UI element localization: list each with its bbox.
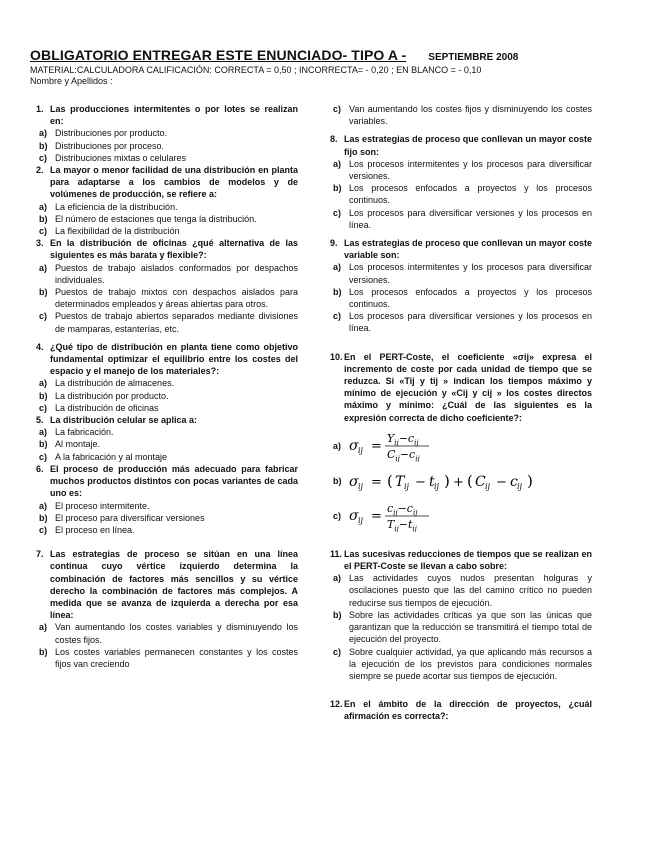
question-6: 6. El proceso de producción más adecuado para fabricar muchos productos distintos con pocas variantes de cada uno es: a) El proceso intermitente. b) El proceso para diversificar versiones c) El proceso en línea. <box>36 463 298 535</box>
svg-text:σ: σ <box>349 437 359 454</box>
left-column <box>36 103 298 670</box>
answer-option: b) Los costes variables permanecen constantes y los costes fijos van creciendo <box>39 646 298 669</box>
svg-text:Cij−cij: $C_{ij}-c_{ij}$ <box>387 447 420 462</box>
question-stem: ¿Qué tipo de distribución en planta tiene como objetivo fundamental optimizar el equilibrio entre los costes del espacio y el manejo de los materiales?: <box>50 341 298 377</box>
answer-option: b) El proceso para diversificar versiones <box>39 512 205 523</box>
svg-text:c: c <box>510 473 518 490</box>
question-11: 11. Las sucesivas reducciones de tiempos que se realizan en el PERT-Coste se llevan a cabo sobre: a) Las actividades cuyos nudos presentan holguras y oscilaciones puesto que las del camino crítico no pueden reducirse sus tiempos de ejecución. b) Sobre las actividades críticas ya que son las únicas que garantizan que la reducción se transmitirá el tiempo total de ejecución del proyecto. c) Sobre cualquier actividad, ya que aplicando más recursos a la ejecución de los previstos para condiciones normales siempre se puede acortar sus tiempos de ejecución. <box>330 548 592 681</box>
exam-title: OBLIGATORIO ENTREGAR ESTE ENUNCIADO- TIPO A - <box>30 47 407 63</box>
answer-option: b) Distribuciones por proceso. <box>39 140 165 151</box>
svg-text:(: ( <box>467 471 473 490</box>
scoring-rules: MATERIAL:CALCULADORA CALIFICACIÓN: CORRECTA = 0,50 ; INCORRECTA= - 0,20 ; EN BLANCO = - 0,10 <box>30 65 482 75</box>
answer-option: a) La eficiencia de la distribución. <box>39 201 178 212</box>
question-9: 9. Las estrategias de proceso que conllevan un mayor coste variable son: a) Los procesos intermitentes y los procesos para diversificar versiones. b) Los procesos enfocados a proyectos y los procesos continuos. c) Los procesos para diversificar versiones y los procesos en línea. <box>330 238 592 334</box>
answer-option: a) Puestos de trabajo aislados conformados por despachos individuales. <box>39 262 298 285</box>
q10-option-b: b) σ ij = ( T ij − t ij ) + ( C ij − c ij ) <box>333 468 592 494</box>
answer-option: c) El proceso en línea. <box>39 524 135 535</box>
svg-text:−: − <box>496 474 507 490</box>
svg-text:Tij−tij: $T_{ij}-t_{ij}$ <box>387 517 417 532</box>
answer-option: b) Sobre las actividades críticas ya que son las únicas que garantizan que la reducción se transmitirá el tiempo total de ejecución del proyecto. <box>333 609 592 645</box>
question-2: 2. La mayor o menor facilidad de una distribución en planta para adaptarse a los cambios de modelos y de volúmenes de producción, se refiere a: a) La eficiencia de la distribución. b) El número de estaciones que tenga la distribución. c) La flexibilidad de la distribución <box>36 165 298 237</box>
answer-option: a) Van aumentando los costes variables y disminuyendo los costes fijos. <box>39 622 298 645</box>
svg-text:C: C <box>475 473 486 490</box>
answer-option: a) Distribuciones por producto. <box>39 128 168 139</box>
answer-option: a) Los procesos intermitentes y los procesos para diversificar versiones. <box>333 158 592 182</box>
svg-text:=: = <box>371 508 382 524</box>
svg-text:t: t <box>429 473 435 490</box>
name-field-label: Nombre y Apellidos : <box>30 76 113 86</box>
svg-text:−: − <box>415 474 426 490</box>
question-stem: La distribución celular se aplica a: <box>50 415 198 426</box>
svg-text:ij: ij <box>404 481 410 491</box>
answer-option: a) El proceso intermitente. <box>39 500 150 511</box>
question-stem: La mayor o menor facilidad de una distribución en planta para adaptarse a los cambios de modelos y de volúmenes de producción, se refiere a: <box>50 165 298 200</box>
question-stem: Las estrategias de proceso que conllevan un mayor coste fijo son: <box>344 134 592 157</box>
answer-option: b) Al montaje. <box>39 439 101 450</box>
svg-text:+: + <box>453 474 464 490</box>
svg-text:ij: ij <box>434 481 440 491</box>
answer-option: c) Los procesos para diversificar versiones y los procesos en línea. <box>333 311 592 334</box>
svg-text:): ) <box>527 471 533 490</box>
answer-option: c) La flexibilidad de la distribución <box>39 226 180 237</box>
question-stem: En la distribución de oficinas ¿qué alternativa de las siguientes es más barata y flexible?: <box>50 238 298 261</box>
answer-option: c) Distribuciones mixtas o celulares <box>39 152 187 163</box>
question-3: 3. En la distribución de oficinas ¿qué alternativa de las siguientes es más barata y flexible?: a) Puestos de trabajo aislados conformados por despachos individuales. b) Puestos de trabajo mixtos con despachos aislados para determinados empleados y áreas abiertas para otros. c) Puestos de trabajo abiertos separados mediante divisiones de mamparas, estanterías, etc. <box>36 238 298 334</box>
question-5: 5. La distribución celular se aplica a: a) La fabricación. b) Al montaje. c) A la fabricación y al montaje <box>36 414 298 463</box>
svg-text:ij: ij <box>358 481 364 491</box>
formula-a <box>349 430 469 462</box>
answer-option: c) Puestos de trabajo abiertos separados mediante divisiones de mamparas, estanterías, etc. <box>39 311 298 334</box>
answer-option: c) A la fabricación y al montaje <box>39 451 168 462</box>
answer-option: b) El número de estaciones que tenga la distribución. <box>39 213 257 224</box>
answer-option: b) Los procesos enfocados a proyectos y los procesos continuos. <box>333 183 592 206</box>
svg-text:T: T <box>395 473 405 490</box>
answer-option: a) Las actividades cuyos nudos presentan holguras y oscilaciones puesto que las del camino crítico no pueden reducirse sus tiempos de ejecución. <box>333 573 592 608</box>
svg-text:Yij−cij: $Y_{ij}-c_{ij}$ <box>387 431 419 447</box>
svg-text:): ) <box>444 471 450 490</box>
svg-text:cij−cij: $c_{ij}-c_{ij}$ <box>387 501 418 517</box>
answer-option: b) Los procesos enfocados a proyectos y los procesos continuos. <box>333 286 592 310</box>
q10-option-c: c) σ ij = $c_{ij}-c_{ij}$ $T_{ij}-t_{ij}$ <box>333 500 592 532</box>
question-8: 8. Las estrategias de proceso que conllevan un mayor coste fijo son: a) Los procesos intermitentes y los procesos para diversificar versiones. b) Los procesos enfocados a proyectos y los procesos continuos. c) Los procesos para diversificar versiones y los procesos en línea. <box>330 134 592 230</box>
question-12: 12. En el ámbito de la dirección de proyectos, ¿cuál afirmación es correcta?: <box>330 699 592 722</box>
svg-text:ij: ij <box>517 481 523 491</box>
exam-header <box>30 47 626 86</box>
svg-text:σ: σ <box>349 507 359 524</box>
exam-date: SEPTIEMBRE 2008 <box>428 52 519 63</box>
formula-c <box>349 500 469 532</box>
answer-option: a) La fabricación. <box>39 427 114 438</box>
right-column <box>330 103 592 723</box>
svg-text:=: = <box>371 438 382 454</box>
svg-text:(: ( <box>387 471 393 490</box>
question-stem: Las producciones intermitentes o por lotes se realizan en: <box>50 104 298 127</box>
question-10: 10. En el PERT-Coste, el coeficiente «σij» expresa el incremento de coste por cada unidad de tiempo que se reduzca. Si «Tij y tij » indican los tiempos máximo y mínimo de ejecución y «Cij y cij » los costes directos máximo y mínimo: ¿Cuál de las siguientes es la expresión correcta de dicho coeficiente?: a) σ ij = $Y_{ij}-c_{ij}$ $C_{ij}-c_{ij}$ b) σ ij = ( T ij − t ij ) + ( C ij − c ij ) c) σ ij = $c_{ij}-c_{ij}$ $T_{ij}-t_{ij}$ <box>330 351 592 532</box>
question-stem: Las estrategias de proceso que conllevan un mayor coste variable son: <box>344 238 592 261</box>
answer-option: b) Puestos de trabajo mixtos con despachos aislados para determinados empleados y áreas abiertas para otros. <box>39 287 298 310</box>
q10-option-a: a) σ ij = $Y_{ij}-c_{ij}$ $C_{ij}-c_{ij}$ <box>333 430 592 462</box>
svg-text:ij: ij <box>485 481 491 491</box>
svg-text:ij: ij <box>358 515 364 525</box>
question-stem: Las estrategias de proceso se sitúan en una línea continua cuyo vértice izquierdo determina la combinación de factores más sencillos y su vértice derecho la combinación de factores más complejos. A medida que se avanza de izquierda a derecha por esa línea: <box>50 549 298 621</box>
answer-option: a) La distribución de almacenes. <box>39 378 175 389</box>
question-4: 4. ¿Qué tipo de distribución en planta tiene como objetivo fundamental optimizar el equilibrio entre los costes del espacio y el manejo de los materiales?: a) La distribución de almacenes. b) La distribución por producto. c) La distribución de oficinas <box>36 341 298 413</box>
svg-text:σ: σ <box>349 473 359 490</box>
answer-option: c) La distribución de oficinas <box>39 402 159 413</box>
answer-option: c) Sobre cualquier actividad, ya que aplicando más recursos a la ejecución de los previstos para condiciones normales siempre se puede acortar sus tiempos de ejecución. <box>333 646 592 681</box>
question-stem: En el ámbito de la dirección de proyectos, ¿cuál afirmación es correcta?: <box>344 699 592 722</box>
question-stem: El proceso de producción más adecuado para fabricar muchos productos distintos con pocas variantes de cada uno es: <box>50 463 298 499</box>
formula-b <box>349 468 579 494</box>
svg-text:=: = <box>371 474 382 490</box>
answer-option: c) Los procesos para diversificar versiones y los procesos en línea. <box>333 207 592 230</box>
answer-option: a) Los procesos intermitentes y los procesos para diversificar versiones. <box>333 262 592 285</box>
question-1: 1. Las producciones intermitentes o por lotes se realizan en: a) Distribuciones por producto. b) Distribuciones por proceso. c) Distribuciones mixtas o celulares <box>36 104 298 163</box>
question-7: 7. Las estrategias de proceso se sitúan en una línea continua cuyo vértice izquierdo determina la combinación de factores más sencillos y su vértice derecho la combinación de factores más complejos. A medida que se avanza de izquierda a derecha por esa línea: a) Van aumentando los costes variables y disminuyendo los costes fijos. b) Los costes variables permanecen constantes y los costes fijos van creciendo <box>36 549 298 669</box>
answer-option: b) La distribución por producto. <box>39 390 169 401</box>
question-stem: Las sucesivas reducciones de tiempos que se realizan en el PERT-Coste se llevan a cabo sobre: <box>344 548 592 572</box>
svg-text:ij: ij <box>358 445 364 455</box>
q7-option-c: c) Van aumentando los costes fijos y disminuyendo los costes variables. <box>333 104 592 127</box>
